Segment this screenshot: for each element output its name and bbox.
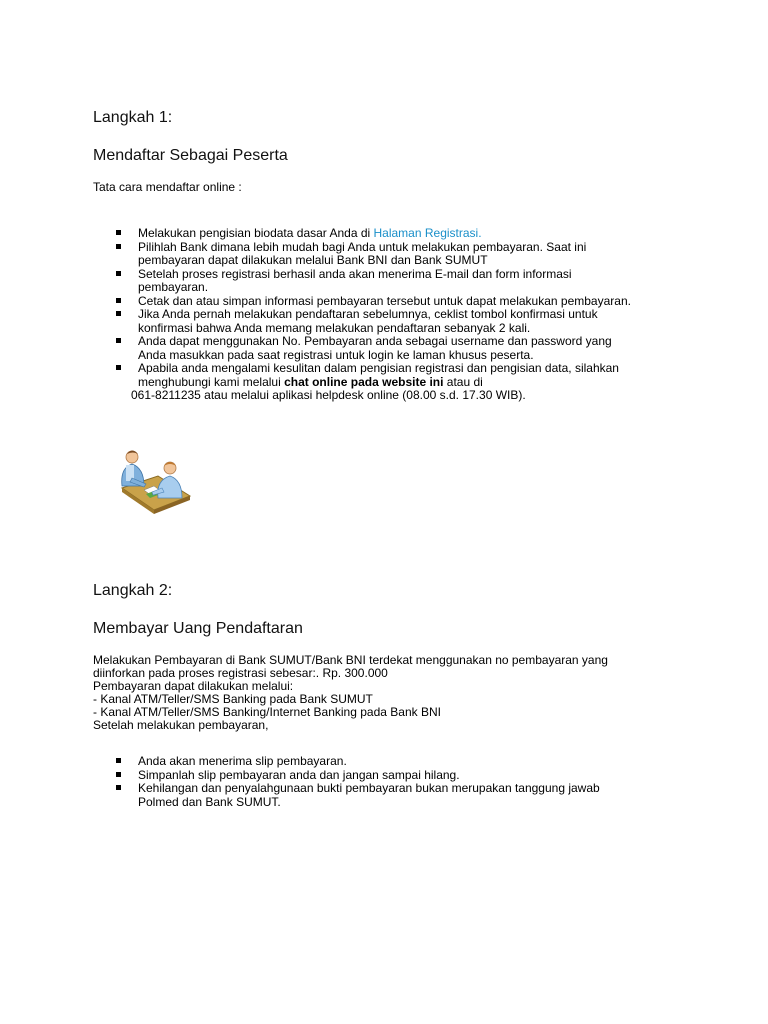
list-item: Cetak dan atau simpan informasi pembayaran tersebut untuk dapat melakukan pembayaran.: [93, 295, 693, 309]
list-item: Anda akan menerima slip pembayaran.: [93, 755, 693, 769]
bullet-icon: [116, 758, 121, 763]
step2-list: [93, 755, 693, 809]
list-item: Melakukan pengisian biodata dasar Anda di Halaman Registrasi.: [93, 227, 693, 241]
step1-label: Langkah 1:: [93, 109, 173, 126]
bullet-icon: [116, 298, 121, 303]
step2-paragraph: Melakukan Pembayaran di Bank SUMUT/Bank BNI terdekat menggunakan no pembayaran yang diinforkan pada proses registrasi sebesar:. Rp. 300.000 Pembayaran dapat dilakukan melalui: - Kanal ATM/Teller/SMS Banking pada Bank SUMUT - Kanal ATM/Teller/SMS Banking/Internet Banking pada Bank BNI Setelah melakukan pembayaran,: [93, 653, 608, 732]
registration-page-link[interactable]: Halaman Registrasi.: [373, 226, 482, 240]
bullet-icon: [116, 271, 121, 276]
bullet-icon: [116, 311, 121, 316]
bullet-icon: [116, 338, 121, 343]
bullet-icon: [116, 365, 121, 370]
contact-phone: 061-8211235 atau melalui aplikasi helpdesk online (08.00 s.d. 17.30 WIB).: [131, 388, 526, 402]
list-item: Pilihlah Bank dimana lebih mudah bagi Anda untuk melakukan pembayaran. Saat ini pembayaran dapat dilakukan melalui Bank BNI dan Bank SUMUT: [93, 241, 693, 268]
bullet-icon: [116, 785, 121, 790]
list-item: Anda dapat menggunakan No. Pembayaran anda sebagai username dan password yang Anda masukkan pada saat registrasi untuk login ke laman khusus peserta.: [93, 335, 693, 362]
list-item: Setelah proses registrasi berhasil anda akan menerima E-mail dan form informasi pembayaran.: [93, 268, 693, 295]
step2-label: Langkah 2:: [93, 582, 173, 599]
bullet-icon: [116, 772, 121, 777]
list-item: Jika Anda pernah melakukan pendaftaran sebelumnya, ceklist tombol konfirmasi untuk konfirmasi bahwa Anda memang melakukan pendaftaran sebanyak 2 kali.: [93, 308, 693, 335]
step1-title: Mendaftar Sebagai Peserta: [93, 147, 288, 164]
step2-title: Membayar Uang Pendaftaran: [93, 620, 303, 637]
step1-list: [93, 227, 693, 403]
bullet-icon: [116, 244, 121, 249]
list-item: Apabila anda mengalami kesulitan dalam pengisian registrasi dan pengisian data, silahkan menghubungi kami melalui chat online pada website ini atau di 061-8211235 atau melalui aplikasi helpdesk online (08.00 s.d. 17.30 WIB).: [93, 362, 693, 403]
list-item: Kehilangan dan penyalahgunaan bukti pembayaran bukan merupakan tanggung jawab Polmed dan Bank SUMUT.: [93, 782, 693, 809]
meeting-people-icon: [118, 448, 192, 520]
chat-online-text: chat online pada website ini: [284, 374, 444, 389]
list-item: Simpanlah slip pembayaran anda dan jangan sampai hilang.: [93, 769, 693, 783]
bullet-icon: [116, 230, 121, 235]
step1-intro: Tata cara mendaftar online :: [93, 180, 242, 194]
